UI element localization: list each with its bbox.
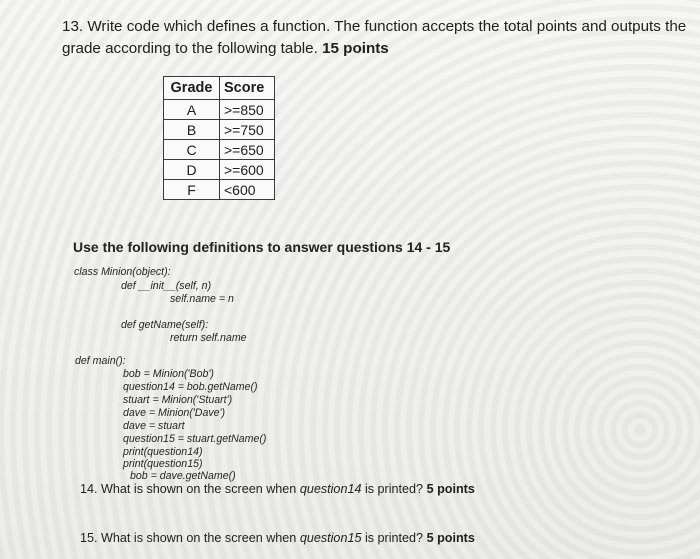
question-15-points: 5 points: [426, 531, 475, 545]
question-13-points: 15 points: [322, 40, 389, 57]
grade-cell: F: [164, 180, 220, 200]
question-14-suffix: is printed?: [364, 482, 424, 496]
code-init-body: self.name = n: [170, 293, 234, 305]
grade-table-header: [164, 77, 275, 100]
question-14: [80, 482, 475, 496]
grade-cell: A: [164, 100, 220, 120]
code-getname-body: return self.name: [170, 332, 247, 344]
code-main-line: def main():: [75, 355, 126, 367]
code-class-line: class Minion(object):: [74, 266, 171, 278]
grade-table: [163, 76, 275, 200]
question-13: [62, 16, 698, 60]
question-13-text: 13. Write code which defines a function. The function accepts the total points and outputs the grade according to the following table.: [62, 18, 687, 57]
header-score: Score: [220, 77, 275, 100]
table-row: [164, 140, 275, 160]
grade-cell: B: [164, 120, 220, 140]
code-main-line-2: question14 = bob.getName(): [123, 381, 258, 393]
question-14-prefix: 14. What is shown on the screen when: [80, 482, 297, 496]
question-15: [80, 531, 475, 545]
code-main-line-3: stuart = Minion('Stuart'): [123, 394, 233, 406]
code-main-line-4: dave = Minion('Dave'): [123, 407, 226, 419]
score-cell: <600: [220, 180, 275, 200]
code-main-line-8: print(question15): [123, 458, 203, 470]
table-row: [164, 100, 275, 120]
score-cell: >=750: [220, 120, 275, 140]
score-cell: >=650: [220, 140, 275, 160]
code-main-line-1: bob = Minion('Bob'): [123, 368, 214, 380]
question-15-prefix: 15. What is shown on the screen when: [80, 531, 297, 545]
definitions-heading: Use the following definitions to answer questions 14 - 15: [73, 239, 451, 255]
code-main-line-5: dave = stuart: [123, 420, 185, 432]
code-main-line-9: bob = dave.getName(): [130, 470, 236, 482]
score-cell: >=600: [220, 160, 275, 180]
score-cell: >=850: [220, 100, 275, 120]
question-14-points: 5 points: [426, 482, 475, 496]
table-row: [164, 180, 275, 200]
code-init-line: def __init__(self, n): [121, 280, 212, 292]
header-grade: Grade: [164, 77, 220, 100]
question-15-suffix: is printed?: [364, 531, 424, 545]
question-15-var: question15: [299, 531, 362, 545]
grade-cell: C: [164, 140, 220, 160]
table-row: [164, 160, 275, 180]
question-14-var: question14: [299, 482, 362, 496]
code-getname-line: def getName(self):: [121, 319, 209, 331]
table-row: [164, 120, 275, 140]
code-main-line-6: question15 = stuart.getName(): [123, 433, 267, 445]
grade-cell: D: [164, 160, 220, 180]
code-main-line-7: print(question14): [123, 446, 203, 458]
